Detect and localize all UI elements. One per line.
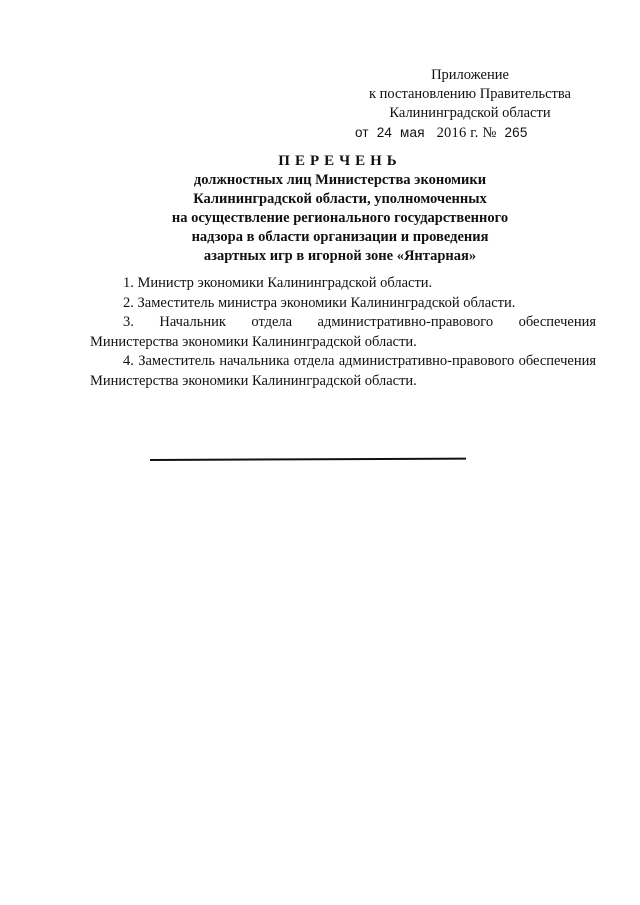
document-number: 265 xyxy=(504,125,528,140)
title-line: Калининградской области, уполномоченных xyxy=(193,191,487,207)
item-text: Министр экономики Калининградской области. xyxy=(137,275,433,291)
appendix-title: Приложение xyxy=(431,67,509,83)
item-number: 4. xyxy=(123,353,134,369)
item-text: Начальник отдела административно-правового обеспечения Министерства экономики Калининградской области. xyxy=(90,314,597,350)
document-title xyxy=(100,152,580,266)
appendix-region: Калининградской области xyxy=(389,105,551,121)
title-line: азартных игр в игорной зоне «Янтарная» xyxy=(203,248,477,264)
end-divider-line xyxy=(150,458,466,461)
number-sign: № xyxy=(482,125,497,141)
list-item xyxy=(90,352,596,391)
title-line: на осуществление регионального государственного xyxy=(171,210,509,226)
officials-list xyxy=(90,274,596,391)
appendix-date-number xyxy=(345,123,595,143)
list-item xyxy=(90,294,596,314)
item-text: Заместитель начальника отдела административно-правового обеспечения Министерства экономики Калининградской области. xyxy=(90,353,597,389)
date-day: 24 xyxy=(376,125,393,140)
date-month: мая xyxy=(400,125,425,140)
list-item xyxy=(90,313,596,352)
appendix-header xyxy=(345,66,595,143)
date-year: 2016 г. xyxy=(436,125,479,141)
item-number: 3. xyxy=(123,314,134,330)
list-item xyxy=(90,274,596,294)
item-text: Заместитель министра экономики Калининградской области. xyxy=(137,294,516,311)
appendix-resolution-ref: к постановлению Правительства xyxy=(369,86,571,102)
date-prefix: от xyxy=(355,125,369,140)
item-number: 1. xyxy=(123,275,134,291)
item-number: 2. xyxy=(123,294,134,311)
title-heading: ПЕРЕЧЕНЬ xyxy=(278,153,402,169)
title-line: надзора в области организации и проведения xyxy=(191,229,489,245)
title-line: должностных лиц Министерства экономики xyxy=(193,172,487,188)
